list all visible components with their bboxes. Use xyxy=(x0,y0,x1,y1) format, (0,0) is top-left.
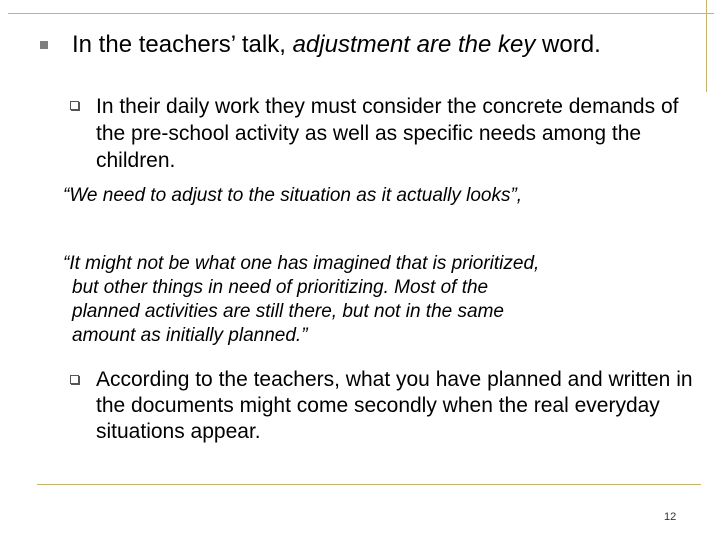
top-rule xyxy=(8,13,714,14)
page-number: 12 xyxy=(664,511,677,523)
bottom-rule xyxy=(37,484,701,485)
quote-1: “We need to adjust to the situation as it actually looks”, xyxy=(63,185,523,206)
main-bullet-text: In the teachers’ talk, adjustment are the key word. xyxy=(72,31,601,58)
sub-bullet-text-1: In their daily work they must consider the concrete demands of the pre-school activity as well as specific needs among the children. xyxy=(96,95,679,172)
quote-2: “It might not be what one has imagined that is prioritized, but other things in need of prioritizing. Most of the planned activities are still there, but not in the same amount as initially planned.” xyxy=(63,253,540,346)
right-rule xyxy=(706,0,707,92)
bullet-hollow-square-icon xyxy=(70,101,79,110)
bullet-square-icon xyxy=(40,41,48,49)
bullet-hollow-square-icon xyxy=(70,375,79,384)
sub-bullet-text-2: According to the teachers, what you have planned and written in the documents might come secondly when the real everyday situations appear. xyxy=(96,368,693,443)
